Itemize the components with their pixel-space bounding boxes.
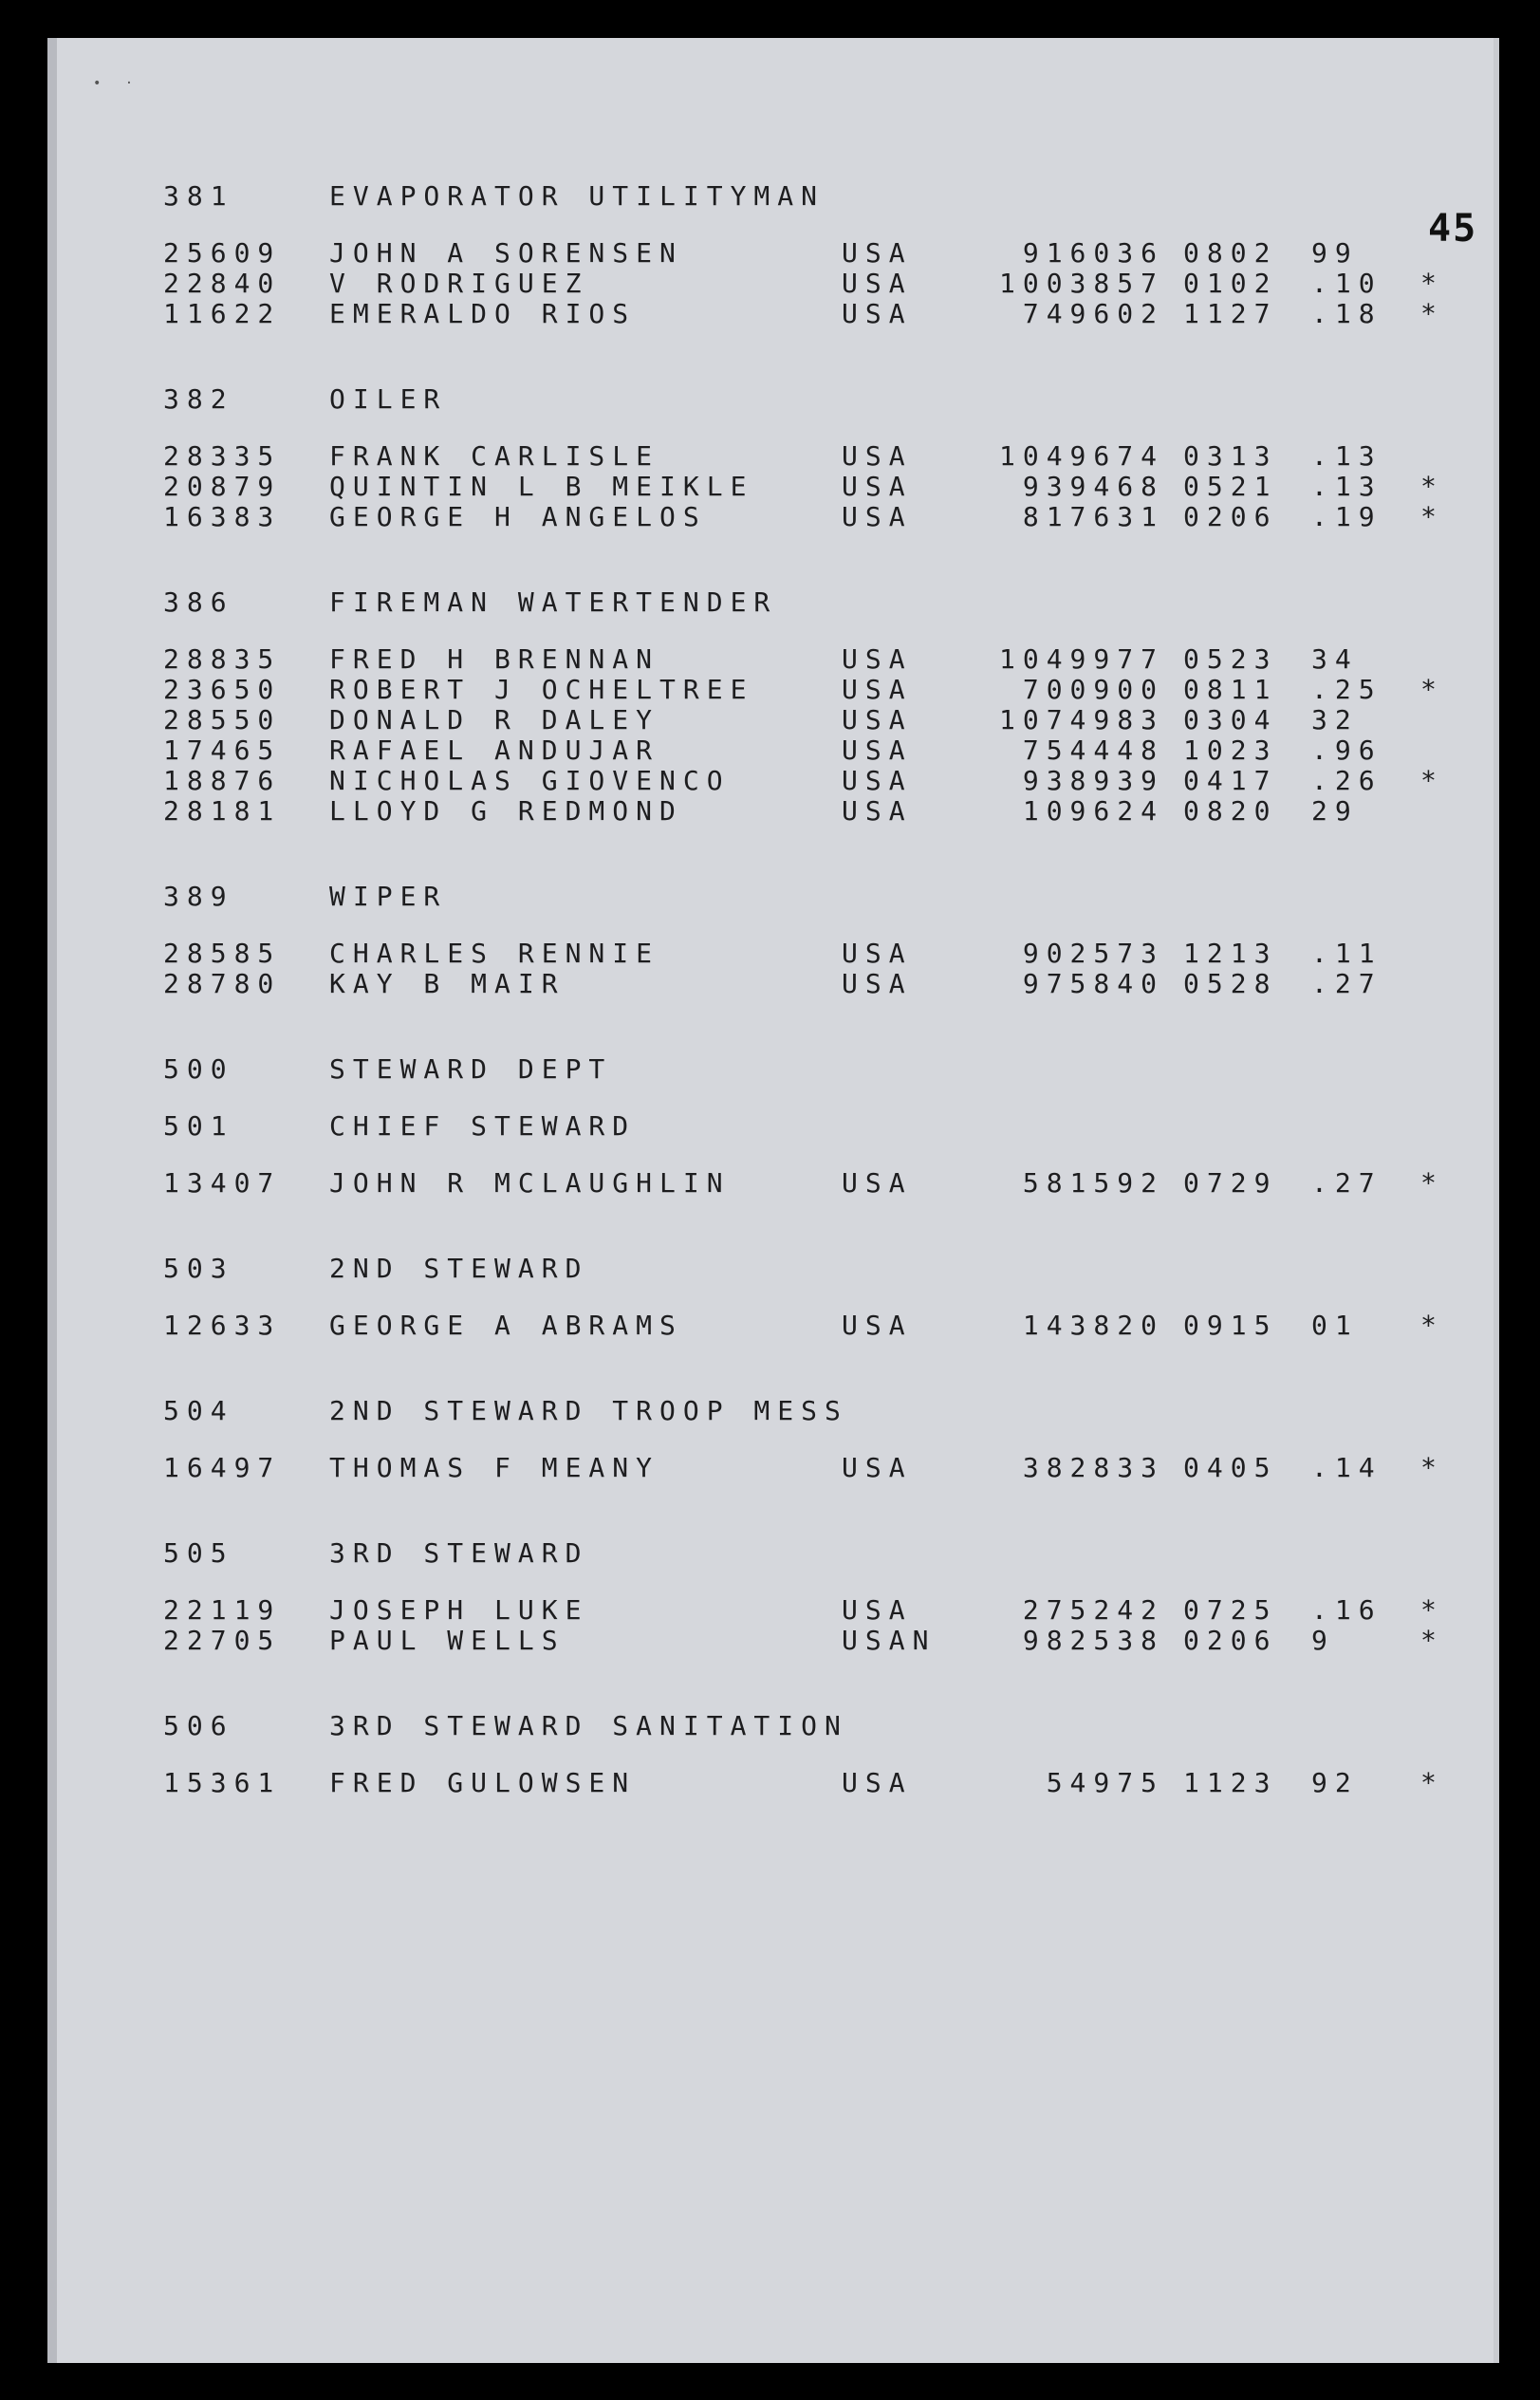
section-title: STEWARD DEPT bbox=[329, 1053, 613, 1085]
roster-row bbox=[163, 268, 1473, 300]
row-id: 12633 bbox=[163, 1310, 282, 1341]
row-id: 28181 bbox=[163, 795, 282, 827]
row-number: 975840 bbox=[1022, 968, 1164, 999]
row-mark: * bbox=[1420, 268, 1444, 299]
row-number: 54975 bbox=[1046, 1767, 1164, 1798]
row-id: 11622 bbox=[163, 298, 282, 329]
row-value: .16 bbox=[1311, 1594, 1382, 1626]
row-date: 0528 bbox=[1183, 968, 1278, 999]
section-title: WIPER bbox=[329, 881, 448, 912]
row-number: 982538 bbox=[1022, 1625, 1164, 1656]
row-date: 0304 bbox=[1183, 704, 1278, 735]
row-date: 1023 bbox=[1183, 735, 1278, 766]
row-mark: * bbox=[1420, 501, 1444, 532]
row-date: 0313 bbox=[1183, 440, 1278, 472]
row-mark: * bbox=[1420, 765, 1444, 796]
row-value: 32 bbox=[1311, 704, 1359, 735]
row-number: 109624 bbox=[1022, 795, 1164, 827]
row-name: QUINTIN L B MEIKLE bbox=[329, 471, 754, 502]
section-code: 501 bbox=[163, 1110, 234, 1142]
row-name: JOHN A SORENSEN bbox=[329, 237, 683, 269]
row-mark: * bbox=[1420, 298, 1444, 329]
row-mark: * bbox=[1420, 1767, 1444, 1798]
section-heading bbox=[163, 1053, 1473, 1086]
row-value: 29 bbox=[1311, 795, 1359, 827]
section-code: 506 bbox=[163, 1710, 234, 1741]
row-name: GEORGE H ANGELOS bbox=[329, 501, 707, 532]
margin-specks: • · bbox=[93, 76, 134, 91]
row-nationality: USA bbox=[842, 440, 913, 472]
row-name: FRANK CARLISLE bbox=[329, 440, 660, 472]
row-id: 22840 bbox=[163, 268, 282, 299]
roster-row bbox=[163, 1452, 1473, 1484]
row-value: 99 bbox=[1311, 237, 1359, 269]
row-id: 25609 bbox=[163, 237, 282, 269]
row-value: 01 bbox=[1311, 1310, 1359, 1341]
roster-row bbox=[163, 795, 1473, 828]
section-title: 3RD STEWARD bbox=[329, 1537, 589, 1569]
roster-row bbox=[163, 237, 1473, 270]
row-value: 34 bbox=[1311, 643, 1359, 675]
row-nationality: USA bbox=[842, 471, 913, 502]
row-number: 1049674 bbox=[998, 440, 1164, 472]
roster-row bbox=[163, 1625, 1473, 1657]
row-mark: * bbox=[1420, 1625, 1444, 1656]
roster-row bbox=[163, 674, 1473, 706]
row-name: NICHOLAS GIOVENCO bbox=[329, 765, 731, 796]
row-name: THOMAS F MEANY bbox=[329, 1452, 660, 1483]
row-mark: * bbox=[1420, 1167, 1444, 1199]
section-heading bbox=[163, 383, 1473, 416]
row-number: 749602 bbox=[1022, 298, 1164, 329]
row-name: PAUL WELLS bbox=[329, 1625, 566, 1656]
row-nationality: USA bbox=[842, 237, 913, 269]
roster-row bbox=[163, 1167, 1473, 1200]
row-id: 18876 bbox=[163, 765, 282, 796]
row-nationality: USA bbox=[842, 938, 913, 969]
row-nationality: USA bbox=[842, 968, 913, 999]
row-number: 382833 bbox=[1022, 1452, 1164, 1483]
row-value: .19 bbox=[1311, 501, 1382, 532]
row-date: 0802 bbox=[1183, 237, 1278, 269]
section-title: CHIEF STEWARD bbox=[329, 1110, 637, 1142]
row-name: GEORGE A ABRAMS bbox=[329, 1310, 683, 1341]
row-value: .13 bbox=[1311, 471, 1382, 502]
row-number: 700900 bbox=[1022, 674, 1164, 705]
roster-row bbox=[163, 643, 1473, 676]
row-number: 1074983 bbox=[998, 704, 1164, 735]
row-name: V RODRIGUEZ bbox=[329, 268, 589, 299]
row-name: FRED GULOWSEN bbox=[329, 1767, 637, 1798]
row-nationality: USA bbox=[842, 1767, 913, 1798]
section-heading bbox=[163, 586, 1473, 619]
section-title: OILER bbox=[329, 383, 448, 415]
section-title: FIREMAN WATERTENDER bbox=[329, 586, 778, 618]
row-number: 938939 bbox=[1022, 765, 1164, 796]
row-nationality: USA bbox=[842, 704, 913, 735]
row-number: 754448 bbox=[1022, 735, 1164, 766]
roster-row bbox=[163, 471, 1473, 503]
section-title: 2ND STEWARD bbox=[329, 1253, 589, 1284]
row-name: RAFAEL ANDUJAR bbox=[329, 735, 660, 766]
section-title: 2ND STEWARD TROOP MESS bbox=[329, 1395, 848, 1426]
row-number: 916036 bbox=[1022, 237, 1164, 269]
row-nationality: USA bbox=[842, 735, 913, 766]
row-nationality: USA bbox=[842, 1310, 913, 1341]
row-nationality: USA bbox=[842, 501, 913, 532]
row-id: 23650 bbox=[163, 674, 282, 705]
row-nationality: USA bbox=[842, 1594, 913, 1626]
section-heading bbox=[163, 180, 1473, 213]
roster-row bbox=[163, 735, 1473, 767]
section-code: 500 bbox=[163, 1053, 234, 1085]
row-name: LLOYD G REDMOND bbox=[329, 795, 683, 827]
row-nationality: USA bbox=[842, 643, 913, 675]
row-name: KAY B MAIR bbox=[329, 968, 566, 999]
row-value: .18 bbox=[1311, 298, 1382, 329]
section-title: EVAPORATOR UTILITYMAN bbox=[329, 180, 826, 212]
row-mark: * bbox=[1420, 1594, 1444, 1626]
roster-row bbox=[163, 1310, 1473, 1342]
roster-row bbox=[163, 765, 1473, 797]
row-nationality: USA bbox=[842, 298, 913, 329]
row-value: .13 bbox=[1311, 440, 1382, 472]
roster-content bbox=[47, 38, 1499, 2363]
section-heading bbox=[163, 1710, 1473, 1742]
section-code: 386 bbox=[163, 586, 234, 618]
row-id: 20879 bbox=[163, 471, 282, 502]
roster-row bbox=[163, 938, 1473, 970]
row-value: .27 bbox=[1311, 1167, 1382, 1199]
row-id: 15361 bbox=[163, 1767, 282, 1798]
row-value: .96 bbox=[1311, 735, 1382, 766]
row-date: 0725 bbox=[1183, 1594, 1278, 1626]
row-name: JOSEPH LUKE bbox=[329, 1594, 589, 1626]
roster-row bbox=[163, 968, 1473, 1000]
page-number: 45 bbox=[1428, 207, 1478, 251]
row-date: 1213 bbox=[1183, 938, 1278, 969]
row-nationality: USA bbox=[842, 795, 913, 827]
section-code: 389 bbox=[163, 881, 234, 912]
row-id: 28835 bbox=[163, 643, 282, 675]
row-number: 939468 bbox=[1022, 471, 1164, 502]
row-date: 0915 bbox=[1183, 1310, 1278, 1341]
row-value: 92 bbox=[1311, 1767, 1359, 1798]
row-date: 0820 bbox=[1183, 795, 1278, 827]
row-date: 0811 bbox=[1183, 674, 1278, 705]
section-code: 503 bbox=[163, 1253, 234, 1284]
row-id: 28585 bbox=[163, 938, 282, 969]
row-number: 143820 bbox=[1022, 1310, 1164, 1341]
section-heading bbox=[163, 881, 1473, 913]
row-mark: * bbox=[1420, 1452, 1444, 1483]
roster-row bbox=[163, 501, 1473, 533]
row-number: 817631 bbox=[1022, 501, 1164, 532]
document-page bbox=[47, 38, 1499, 2363]
row-nationality: USA bbox=[842, 674, 913, 705]
section-title: 3RD STEWARD SANITATION bbox=[329, 1710, 848, 1741]
row-id: 16497 bbox=[163, 1452, 282, 1483]
section-code: 504 bbox=[163, 1395, 234, 1426]
row-id: 16383 bbox=[163, 501, 282, 532]
row-nationality: USAN bbox=[842, 1625, 937, 1656]
row-date: 0102 bbox=[1183, 268, 1278, 299]
row-mark: * bbox=[1420, 674, 1444, 705]
row-number: 1049977 bbox=[998, 643, 1164, 675]
section-code: 505 bbox=[163, 1537, 234, 1569]
row-date: 0417 bbox=[1183, 765, 1278, 796]
row-nationality: USA bbox=[842, 1167, 913, 1199]
row-name: ROBERT J OCHELTREE bbox=[329, 674, 754, 705]
row-name: JOHN R MCLAUGHLIN bbox=[329, 1167, 731, 1199]
row-name: EMERALDO RIOS bbox=[329, 298, 637, 329]
row-date: 0523 bbox=[1183, 643, 1278, 675]
row-date: 0729 bbox=[1183, 1167, 1278, 1199]
row-value: .26 bbox=[1311, 765, 1382, 796]
row-id: 28780 bbox=[163, 968, 282, 999]
row-id: 22119 bbox=[163, 1594, 282, 1626]
roster-row bbox=[163, 1767, 1473, 1799]
roster-row bbox=[163, 1594, 1473, 1627]
row-value: .14 bbox=[1311, 1452, 1382, 1483]
row-date: 1123 bbox=[1183, 1767, 1278, 1798]
row-mark: * bbox=[1420, 471, 1444, 502]
roster-row bbox=[163, 440, 1473, 473]
row-id: 28335 bbox=[163, 440, 282, 472]
row-nationality: USA bbox=[842, 765, 913, 796]
row-value: .25 bbox=[1311, 674, 1382, 705]
row-nationality: USA bbox=[842, 268, 913, 299]
row-value: .11 bbox=[1311, 938, 1382, 969]
row-number: 1003857 bbox=[998, 268, 1164, 299]
row-number: 581592 bbox=[1022, 1167, 1164, 1199]
row-id: 22705 bbox=[163, 1625, 282, 1656]
row-mark: * bbox=[1420, 1310, 1444, 1341]
row-value: .10 bbox=[1311, 268, 1382, 299]
section-code: 381 bbox=[163, 180, 234, 212]
row-name: FRED H BRENNAN bbox=[329, 643, 660, 675]
row-id: 17465 bbox=[163, 735, 282, 766]
row-date: 0521 bbox=[1183, 471, 1278, 502]
row-number: 902573 bbox=[1022, 938, 1164, 969]
row-date: 0206 bbox=[1183, 1625, 1278, 1656]
section-heading bbox=[163, 1537, 1473, 1570]
row-id: 13407 bbox=[163, 1167, 282, 1199]
row-value: .27 bbox=[1311, 968, 1382, 999]
row-date: 0405 bbox=[1183, 1452, 1278, 1483]
row-number: 275242 bbox=[1022, 1594, 1164, 1626]
section-heading bbox=[163, 1253, 1473, 1285]
roster-row bbox=[163, 704, 1473, 736]
row-date: 0206 bbox=[1183, 501, 1278, 532]
row-name: DONALD R DALEY bbox=[329, 704, 660, 735]
row-date: 1127 bbox=[1183, 298, 1278, 329]
row-value: 9 bbox=[1311, 1625, 1335, 1656]
section-code: 382 bbox=[163, 383, 234, 415]
roster-row bbox=[163, 298, 1473, 330]
row-nationality: USA bbox=[842, 1452, 913, 1483]
row-id: 28550 bbox=[163, 704, 282, 735]
section-heading bbox=[163, 1110, 1473, 1143]
row-name: CHARLES RENNIE bbox=[329, 938, 660, 969]
section-heading bbox=[163, 1395, 1473, 1427]
